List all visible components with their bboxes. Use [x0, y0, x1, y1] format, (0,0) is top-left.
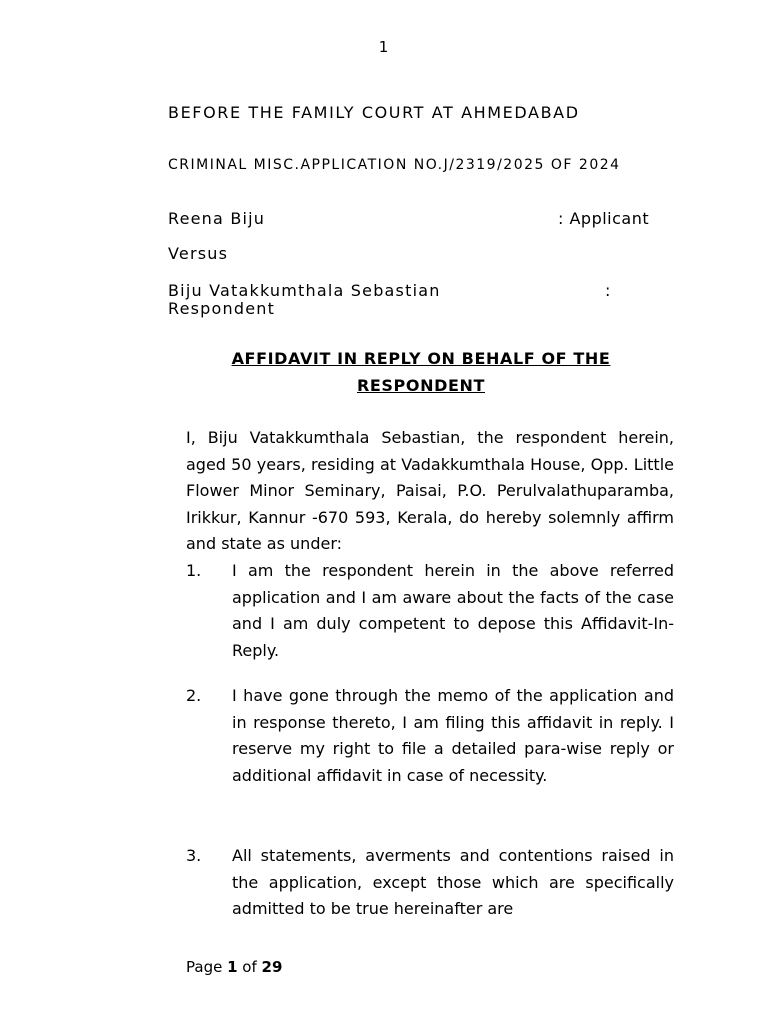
footer-prefix: Page: [186, 958, 228, 976]
document-heading-line2: RESPONDENT: [356, 376, 485, 395]
applicant-name: Reena Biju: [168, 209, 266, 228]
paragraph-number: 3.: [186, 846, 202, 865]
respondent-colon: :: [605, 281, 611, 300]
applicant-role: : Applicant: [558, 209, 650, 228]
paragraph-text: I have gone through the memo of the application and in response thereto, I am filing this affidavit in reply. I reserve my right to file a detailed para-wise reply or additional affidavit in case of necessity.: [232, 686, 674, 785]
footer-current-page: 1: [227, 958, 238, 976]
document-heading-line1: AFFIDAVIT IN REPLY ON BEHALF OF THE: [231, 349, 611, 368]
court-title: BEFORE THE FAMILY COURT AT AHMEDABAD: [168, 103, 580, 122]
page-footer: [186, 958, 282, 976]
respondent-role: Respondent: [168, 299, 276, 318]
footer-of: of: [237, 958, 262, 976]
footer-total-pages: 29: [261, 958, 283, 976]
paragraph-number: 2.: [186, 686, 202, 705]
versus-label: Versus: [168, 244, 229, 263]
paragraph-text: I am the respondent herein in the above referred application and I am aware about the facts of the case and I am duly competent to depose this Affidavit-In-Reply.: [232, 561, 674, 660]
paragraph-text: All statements, averments and contentions raised in the application, except those which are specifically admitted to be true hereinafter are: [232, 846, 674, 918]
page-number-top: 1: [378, 38, 390, 56]
respondent-name: Biju Vatakkumthala Sebastian: [168, 281, 441, 300]
intro-paragraph: I, Biju Vatakkumthala Sebastian, the respondent herein, aged 50 years, residing at Vadakkumthala House, Opp. Little Flower Minor Seminary, Paisai, P.O. Perulvalathuparamba, Irikkur, Kannur -670 593, Kerala, do hereby solemnly affirm and state as under:: [186, 428, 674, 553]
case-number: CRIMINAL MISC.APPLICATION NO.J/2319/2025 OF 2024: [168, 157, 621, 173]
paragraph-number: 1.: [186, 561, 202, 580]
